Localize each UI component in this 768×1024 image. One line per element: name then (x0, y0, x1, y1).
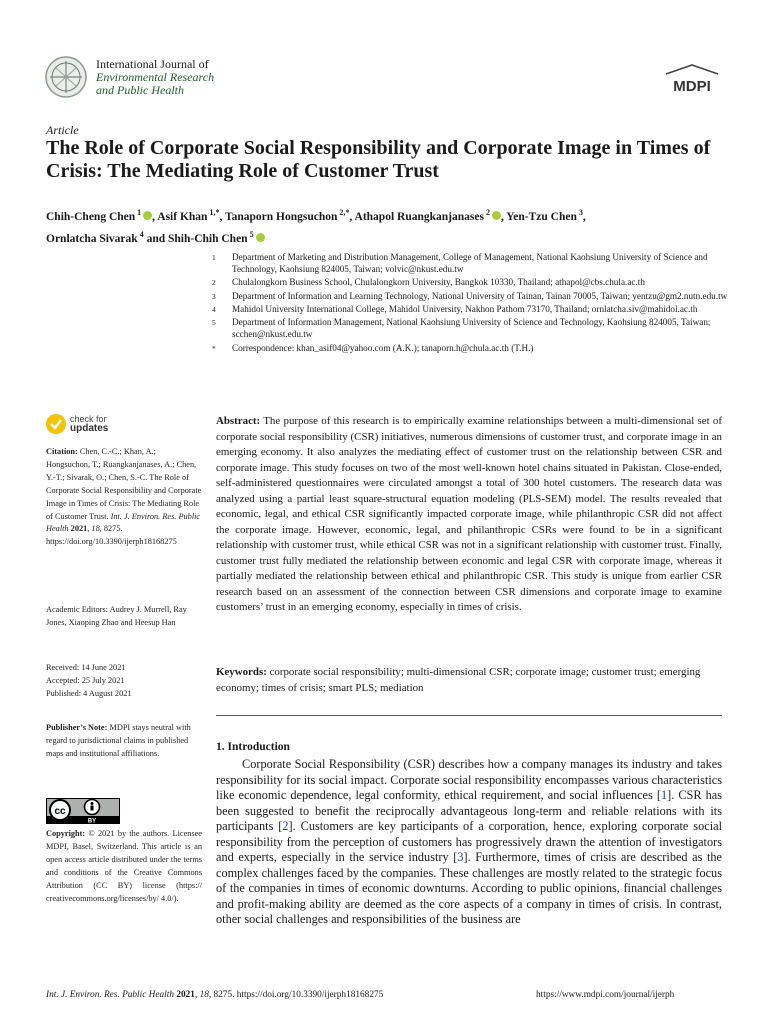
citation-doi[interactable]: 8275. https://doi.org/10.3390/ijerph18168275 (46, 524, 177, 547)
orcid-icon[interactable] (492, 211, 501, 220)
author-affiliation-marker: 4 (139, 229, 144, 239)
received-date: Received: 14 June 2021 (46, 663, 126, 672)
publisher-note-text: MDPI stays neutral with regard to jurisdictional claims in published maps and institutional affiliations. (46, 723, 191, 758)
intro-text-3: ]. Customers are key participants of a corporation, hence, exploring corporate social responsibility from the perception of customers has progressively drawn the attention of investigators and experts, especially in the service industry [ (216, 819, 722, 864)
author-name: Athapol Ruangkanjanases (354, 210, 484, 223)
affiliation-text: Mahidol University International College, Mahidol University, Nakhon Pathom 73170, Thailand; ornlatcha.siv@mahidol.ac.th (232, 303, 698, 314)
affiliation-item (212, 317, 732, 341)
affiliation-number: 5 (212, 318, 216, 328)
publisher-note-label: Publisher’s Note: (46, 723, 108, 732)
author-separator: , (500, 210, 507, 223)
orcid-icon[interactable] (143, 211, 152, 220)
footer-citation: Int. J. Environ. Res. Public Health 2021, 18, 8275. https://doi.org/10.3390/ijerph18168275 (46, 990, 384, 1000)
check-updates-icon (46, 414, 66, 434)
affiliation-item (212, 252, 732, 276)
citation-text: Chen, C.-C.; Khan, A.; Hongsuchon, T.; Ruangkanjanases, A.; Chen, Y.-T.; Sivarak, O.; Chen, S.-C. The Role of Corporate Social Responsibility and Corporate Image in Times of Crisis: The Mediating Role of Customer Trust. (46, 447, 202, 521)
journal-name (96, 58, 214, 97)
affiliation-number: 1 (212, 253, 216, 262)
citation-year: 2021 (70, 524, 88, 534)
affiliation-number: 4 (212, 304, 216, 314)
cc-badge-text: BY (87, 818, 97, 824)
citation-link-2[interactable]: 2 (282, 819, 289, 833)
check-for-updates-badge[interactable] (46, 412, 126, 440)
paper-title: The Role of Corporate Social Responsibility and Corporate Image in Times of Crisis: The Mediating Role of Customer Trust (46, 137, 711, 182)
section-heading-introduction: 1. Introduction (216, 741, 290, 753)
affiliation-number: 3 (212, 291, 216, 301)
affiliation-number: 2 (212, 278, 216, 288)
abstract-text: The purpose of this research is to empirically examine relationships between a multi-dimensional set of corporate social responsibility (CSR) initiatives, numerous dimensions of customer trust, and corporate image in an emerging economy. It also analyzes the mediating effect of customer trust on the relationship between CSR and corporate image. This study focuses on two of the most well-known hotel chains situated in Pakistan. Close-ended, self-administered questionnaires were circulated amongst a total of 300 hotel customers. The research data was analyzed using a partial least square-structural equation modeling (PLS-SEM) model. The results revealed that economic, legal, and ethical CSR significantly impacted corporate image, while philanthropic CSR did not affect the corporate image. However, economic, legal, and philanthropic CSRs were found to be in a significant relationship with customer trust, while ethical CSR was not in a significant relationship with customer trust. Finally, customer trust fully mediated the relationship between economic and legal CSR with corporate image, whereas it partially mediated the relationship between ethical and philanthropic CSR. This study is unique from earlier CSR research based on an assessment of the connection between CSR dimensions and corporate image to examine customers’ trust in an emerging economy, especially in times of crisis. (216, 415, 722, 613)
dates-block (46, 662, 202, 701)
published-date: Published: 4 August 2021 (46, 688, 132, 698)
affiliation-number: * (212, 343, 216, 353)
citation-label: Citation: (46, 447, 78, 456)
svg-text:cc: cc (54, 806, 66, 817)
keywords-text: corporate social responsibility; multi-dimensional CSR; corporate image; customer trust; emerging economy; times of crisis; smart PLS; mediation (216, 666, 701, 694)
author-name: Asif Khan (157, 210, 208, 223)
intro-text-1: Corporate Social Responsibility (CSR) describes how a company manages its industry and takes responsibility for its social impact. Corporate social responsibility encompasses various characteristics like economic dependence, legal conformity, ethical requirement, and social influences [ (216, 757, 722, 802)
academic-editors: Academic Editors: Audrey J. Murrell, Ray Jones, Xiaoping Zhao and Heesup Han (46, 605, 187, 627)
article-type: Article (46, 123, 79, 137)
intro-text-4: ]. Furthermore, times of crisis are described as the complex challenges faced by the companies. These challenges are mostly related to the strategic focus of the companies in times of economic downturns. According to public opinions, financial challenges and profit-making ability are deemed as the core aspects of a company in times of crisis. In contrast, other social challenges and responsibilities of the business are (216, 850, 722, 926)
journal-logo (44, 55, 88, 99)
abstract-label: Abstract: (216, 415, 261, 427)
keywords-label: Keywords: (216, 666, 267, 678)
citation-journal: Int. J. Environ. Res. Public Health (46, 511, 201, 534)
author-separator: , (582, 210, 586, 223)
journal-name-line1: International Journal of (96, 57, 209, 71)
intro-text-2: ]. CSR has been suggested to benefit the reciprocally advantageous long-term and reliable relations with its participants [ (216, 788, 723, 833)
affiliation-item (212, 277, 732, 289)
affiliation-text: Chulalongkorn Business School, Chulalongkorn University, Bangkok 10330, Thailand; athapol@cbs.chula.ac.th (232, 277, 645, 288)
author-name: Ornlatcha Sivarak (46, 232, 138, 245)
cc-by-license-badge[interactable] (46, 798, 120, 824)
copyright-label: Copyright: (46, 829, 86, 838)
author-name: Yen-Tzu Chen (506, 210, 577, 223)
journal-name-line3: and Public Health (96, 83, 184, 97)
section-divider (216, 715, 722, 716)
affiliation-text: Department of Information Management, National Kaohsiung University of Science and Technology, Kaohsiung 824005, Taiwan; scchen@nkust.edu.tw (232, 317, 711, 340)
check-updates-text1: check for (70, 414, 107, 424)
author-separator: , (152, 210, 158, 223)
introduction-paragraph (216, 757, 722, 928)
author-affiliation-marker: 2 (485, 208, 490, 217)
abstract (216, 414, 722, 616)
affiliation-text: Department of Marketing and Distribution Management, College of Management, National Kaohsiung University of Science and Technology, Kaohsiung 824005, Taiwan; volvic@nkust.edu.tw (232, 252, 708, 274)
author-separator: and (143, 232, 168, 245)
mdpi-logo (662, 62, 722, 96)
author-affiliation-marker: 3 (578, 208, 583, 217)
author-list (46, 204, 736, 248)
accepted-date: Accepted: 25 July 2021 (46, 675, 125, 685)
affiliation-item (212, 343, 732, 355)
author-name: Chih-Cheng Chen (46, 210, 136, 223)
copyright-block (46, 828, 202, 905)
author-separator: , (349, 210, 355, 223)
author-affiliation-marker: 1,* (209, 208, 220, 217)
footer-doi[interactable]: , 8275. https://doi.org/10.3390/ijerph18168275 (208, 990, 384, 1000)
affiliations (212, 252, 732, 356)
author-affiliation-marker: 1 (137, 208, 142, 217)
copyright-text: © 2021 by the authors. Licensee MDPI, Basel, Switzerland. This article is an open access article distributed under the terms and conditions of the Creative Commons Attribution (CC BY) license (https:// creativecommons.org/licenses/by/ 4.0/). (46, 829, 202, 903)
orcid-icon[interactable] (256, 233, 265, 242)
author-affiliation-marker: 5 (249, 229, 254, 239)
citation-block: Citation: Chen, C.-C.; Khan, A.; Hongsuchon, T.; Ruangkanjanases, A.; Chen, Y.-T.; Sivarak, O.; Chen, S.-C. The Role of Corporate Social Responsibility and Corporate Image in Times of Crisis: The Mediating Role of Customer Trust. Int. J. Environ. Res. Public Health 2021, 18, 8275. https://doi.org/10.3390/ijerph18168275 (46, 447, 202, 547)
citation-link-1[interactable]: 1 (660, 788, 668, 802)
footer-journal-url[interactable]: https://www.mdpi.com/journal/ijerph (536, 990, 675, 1000)
affiliation-text: Department of Information and Learning Technology, National University of Tainan, Tainan 70005, Taiwan; yentzu@gm2.nutn.edu.tw (232, 290, 728, 301)
author-name: Tanaporn Hongsuchon (225, 210, 338, 223)
citation-link-3[interactable]: 3 (457, 850, 464, 864)
footer-year: 2021 (176, 990, 195, 1000)
check-updates-text2: updates (70, 423, 109, 434)
footer-journal: Int. J. Environ. Res. Public Health (46, 990, 174, 1000)
author-separator: , (219, 210, 225, 223)
keywords (216, 665, 722, 696)
journal-name-line2: Environmental Research (96, 70, 215, 84)
mdpi-logo-text: MDPI (673, 78, 711, 95)
footer-volume: 18 (199, 990, 209, 1000)
citation-volume: 18 (91, 524, 100, 534)
affiliation-item (212, 291, 732, 303)
author-affiliation-marker: 2,* (339, 208, 350, 217)
publisher-note (46, 722, 202, 761)
affiliation-text: Correspondence: khan_asif04@yahoo.com (A.K.); tanaporn.h@chula.ac.th (T.H.) (232, 342, 534, 353)
author-name: Shih-Chih Chen (167, 232, 248, 245)
affiliation-item (212, 304, 732, 316)
